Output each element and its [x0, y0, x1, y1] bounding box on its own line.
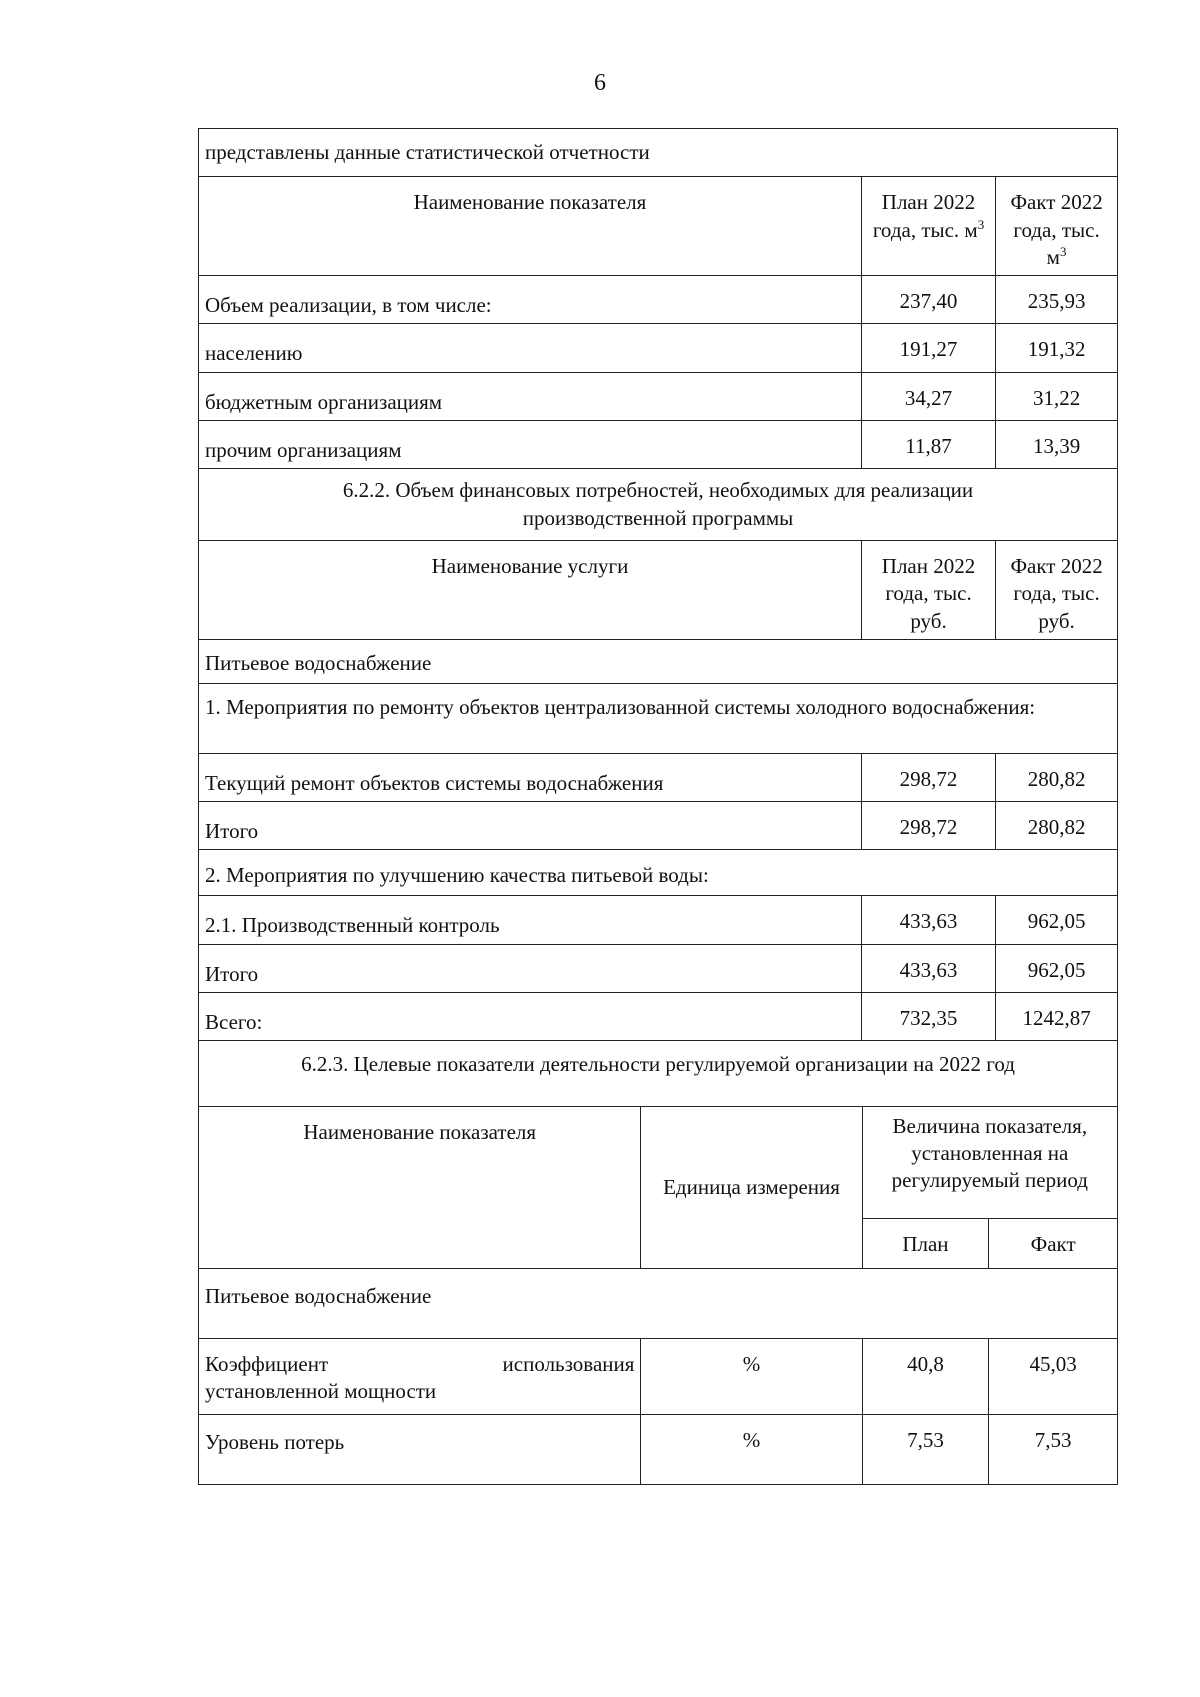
row-label: Итого — [199, 944, 862, 992]
header-fact: Факт — [989, 1218, 1118, 1268]
row-plan-value: 191,27 — [861, 324, 995, 372]
row-fact-value: 235,93 — [996, 276, 1118, 324]
service-title: Питьевое водоснабжение — [199, 639, 1118, 683]
row-fact-value: 45,03 — [989, 1338, 1118, 1414]
row-unit: % — [641, 1414, 862, 1484]
row-plan-value: 237,40 — [861, 276, 995, 324]
row-fact-value: 7,53 — [989, 1414, 1118, 1484]
row-plan-value: 298,72 — [861, 802, 995, 850]
row-fact-value: 191,32 — [996, 324, 1118, 372]
row-fact-value: 1242,87 — [996, 993, 1118, 1041]
row-fact-value: 280,82 — [996, 802, 1118, 850]
row-unit: % — [641, 1338, 862, 1414]
group-1-title: 1. Мероприятия по ремонту объектов централизованной системы холодного водоснабжения: — [199, 683, 1118, 753]
header-plan-2022: План 2022 года, тыс. $м^3$ — [861, 177, 995, 276]
header-fact-2022: Факт 2022 года, тыс. $м^3$ — [996, 177, 1118, 276]
row-label: Объем реализации, в том числе: — [199, 276, 862, 324]
section-2-caption: 6.2.2. Объем финансовых потребностей, необходимых для реализации производственной программы — [199, 469, 1118, 541]
row-label: Коэффициент использования установленной мощности — [199, 1338, 641, 1414]
row-fact-value: 13,39 — [996, 421, 1118, 469]
row-plan-value: 298,72 — [861, 753, 995, 801]
header-fact-2022-rub: Факт 2022 года, тыс. руб. — [996, 540, 1118, 639]
row-plan-value: 433,63 — [861, 896, 995, 944]
header-service-name: Наименование услуги — [199, 540, 862, 639]
target-indicators-table — [198, 1106, 1118, 1485]
service-title: Питьевое водоснабжение — [199, 1268, 1118, 1338]
row-plan-value: 433,63 — [861, 944, 995, 992]
header-plan-2022-rub: План 2022 года, тыс. руб. — [861, 540, 995, 639]
row-fact-value: 31,22 — [996, 372, 1118, 420]
row-label: Итого — [199, 802, 862, 850]
group-2-title: 2. Мероприятия по улучшению качества питьевой воды: — [199, 850, 1118, 896]
row-plan-value: 7,53 — [862, 1414, 989, 1484]
row-label: прочим организациям — [199, 421, 862, 469]
header-plan: План — [862, 1218, 989, 1268]
row-label: Всего: — [199, 993, 862, 1041]
row-plan-value: 40,8 — [862, 1338, 989, 1414]
page-number: 6 — [594, 70, 606, 96]
row-fact-value: 280,82 — [996, 753, 1118, 801]
section-3-caption: 6.2.3. Целевые показатели деятельности регулируемой организации на 2022 год — [199, 1041, 1118, 1107]
section-1-caption: представлены данные статистической отчетности — [199, 129, 1118, 177]
row-plan-value: 34,27 — [861, 372, 995, 420]
row-plan-value: 732,35 — [861, 993, 995, 1041]
row-fact-value: 962,05 — [996, 896, 1118, 944]
row-label: 2.1. Производственный контроль — [199, 896, 862, 944]
document-sheet — [198, 128, 1118, 1485]
row-plan-value: 11,87 — [861, 421, 995, 469]
row-label: бюджетным организациям — [199, 372, 862, 420]
header-indicator-name: Наименование показателя — [199, 1106, 641, 1268]
sales-volume-table — [198, 128, 1118, 1107]
header-indicator-value: Величина показателя, установленная на регулируемый период — [862, 1106, 1117, 1218]
row-label: Уровень потерь — [199, 1414, 641, 1484]
header-unit: Единица измерения — [641, 1106, 862, 1268]
row-fact-value: 962,05 — [996, 944, 1118, 992]
row-label: Текущий ремонт объектов системы водоснабжения — [199, 753, 862, 801]
row-label: населению — [199, 324, 862, 372]
header-indicator-name: Наименование показателя — [199, 177, 862, 276]
